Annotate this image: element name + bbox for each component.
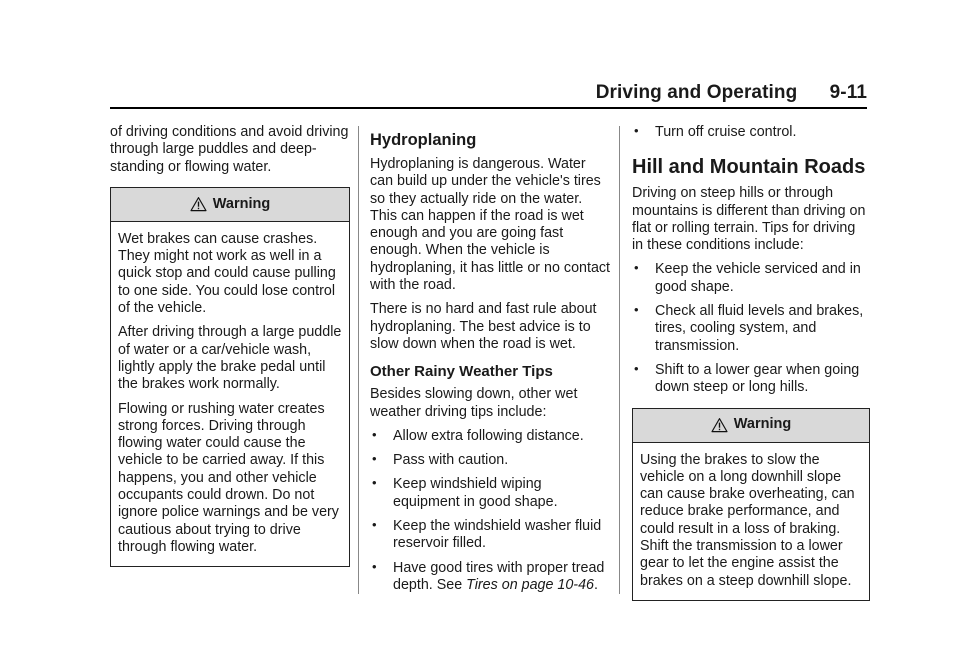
warning-paragraph: After driving through a large puddle of water or a car/vehicle wash, lightly apply the brake pedal until the brakes work normally. — [118, 324, 342, 393]
section-title: Driving and Operating — [595, 82, 798, 103]
column-left — [110, 124, 350, 567]
bullet-icon: • — [372, 517, 377, 533]
tires-reference-link[interactable]: Tires on page 10-46 — [466, 576, 594, 593]
warning-body — [111, 222, 349, 566]
warning-paragraph: Wet brakes can cause crashes. They might not work as well in a quick stop and could cause pulling to one side. You could lose control of the vehicle. — [118, 230, 336, 317]
hill-tips-list — [632, 261, 870, 396]
page-number: 9-11 — [829, 82, 867, 103]
bullet-icon: • — [634, 123, 639, 138]
hill-roads-intro: Driving on steep hills or through mountains is different than driving on flat or rolling terrain. Tips for driving in these conditions include: — [632, 185, 866, 254]
bullet-icon: • — [372, 558, 377, 574]
bullet-icon: • — [372, 451, 377, 467]
list-item: • Keep the vehicle serviced and in good shape. — [634, 260, 861, 295]
intro-paragraph: of driving conditions and avoid driving through large puddles and deep-standing or flowing water. — [110, 124, 349, 175]
warning-paragraph: Using the brakes to slow the vehicle on a long downhill slope can cause brake overheating, can reduce brake performance, and could result in a loss of braking. Shift the transmission to a lower gear to let the engine assist the brakes on a steep downhill slope. — [640, 451, 855, 589]
column-divider — [619, 126, 620, 594]
warning-box — [632, 408, 870, 601]
rainy-tips-heading: Other Rainy Weather Tips — [370, 363, 553, 381]
warning-paragraph: Flowing or rushing water creates strong forces. Driving through flowing water could cause the vehicle to be carried away. If this happens, you and other vehicle occupants could drown. Do not ignore police warnings and be very cautious about trying to drive through flowing water. — [118, 400, 339, 555]
warning-title: Warning — [733, 416, 792, 433]
warning-triangle-icon — [190, 196, 207, 212]
list-item: • Pass with caution. — [372, 451, 509, 469]
bullet-icon: • — [634, 360, 639, 376]
column-right — [632, 124, 870, 601]
hydroplaning-paragraph: Hydroplaning is dangerous. Water can build up under the vehicle's tires so they actually ride on the water. This can happen if the road is wet enough and you are going fast enough. When the vehicle is hydroplaning, it has little or no contact with the road. — [370, 156, 611, 294]
list-item: • Turn off cruise control. — [634, 123, 797, 140]
warning-title: Warning — [212, 195, 271, 212]
rainy-tips-list — [370, 428, 610, 594]
list-item: • Check all fluid levels and brakes, tires, cooling system, and transmission. — [634, 302, 864, 354]
bullet-icon: • — [634, 302, 639, 318]
hill-roads-heading: Hill and Mountain Roads — [632, 156, 866, 179]
hydroplaning-paragraph: There is no hard and fast rule about hydroplaning. The best advice is to slow down when the road is wet. — [370, 301, 597, 352]
bullet-icon: • — [372, 426, 377, 442]
list-item: • Have good tires with proper tread depth. See Tires on page 10-46. — [372, 558, 605, 593]
list-item: • Keep windshield wiping equipment in good shape. — [372, 475, 558, 510]
warning-body — [633, 443, 869, 600]
continued-tips-list — [632, 124, 870, 141]
bullet-icon: • — [634, 260, 639, 276]
page-header — [110, 80, 867, 109]
list-item: • Keep the windshield washer fluid reservoir filled. — [372, 517, 602, 552]
page-header-title — [596, 82, 867, 104]
warning-header — [633, 409, 869, 443]
warning-triangle-icon — [711, 417, 728, 433]
hydroplaning-heading: Hydroplaning — [370, 131, 477, 149]
bullet-icon: • — [372, 475, 377, 491]
rainy-tips-intro: Besides slowing down, other wet weather driving tips include: — [370, 386, 578, 420]
warning-box — [110, 187, 350, 567]
column-divider — [358, 126, 359, 594]
warning-header — [111, 188, 349, 222]
list-item: • Shift to a lower gear when going down steep or long hills. — [634, 360, 860, 396]
column-middle — [370, 124, 610, 601]
list-item: • Allow extra following distance. — [372, 426, 584, 444]
